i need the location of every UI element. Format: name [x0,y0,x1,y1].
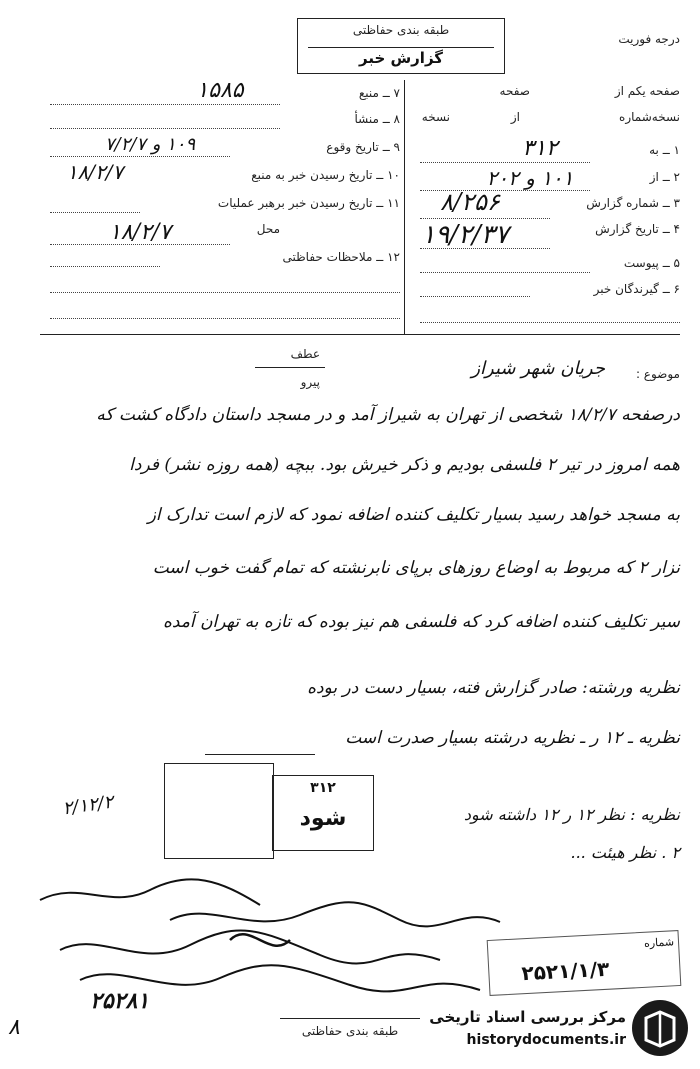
ref-label: عطف [290,347,320,361]
stamp-number: ۳۱۲ [310,780,336,796]
location-label: محل [256,222,280,236]
field-from-value: ۱۰۱ و ۲۰۲ [486,166,574,190]
field-to-value: ۳۱۲ [522,136,558,161]
annotation-line: نظریه ـ ۱۲ ر ـ نظریه درشته بسیار صدرت است [345,728,680,748]
urgency-label: درجه فوریت [618,32,680,46]
origin-label: ۸ ــ منشأ [354,112,400,126]
annotation-underline [205,754,315,755]
source-received-label: ۱۰ ــ تاریخ رسیدن خبر به منبع [251,168,400,182]
stamp-word: شود [299,806,347,831]
field-to-label: ۱ ــ به [649,143,680,157]
footer-classification: طبقه بندی حفاظتی [301,1024,399,1038]
ref-divider [255,367,325,368]
source-label: ۷ ــ منبع [358,86,400,100]
date-stamp-value: ۲۵۲۱/۱/۳ [520,956,610,986]
location-value: ۱۸/۲/۷ [108,220,172,245]
source-value: ۱۵۸۵ [196,78,244,103]
event-date-value: ۱۰۹ و ۷/۲/۷ [104,134,196,155]
watermark-band [420,1000,632,1056]
archive-name: مرکز بررسی اسناد تاریخی [429,1008,626,1026]
report-date-line [420,248,550,249]
security-notes-line [50,266,160,267]
event-date-line [50,156,230,157]
event-date-label: ۹ ــ تاریخ وقوع [326,140,400,154]
body-line: سیر تکلیف کننده اضافه کرد که فلسفی هم نیز بوده که تازه به تهران آمده [163,612,680,632]
report-number-label: ۳ ــ شماره گزارش [586,196,680,210]
stamp-inner-box [272,775,374,851]
body-line: نزار ۲ که مربوط به اوضاع روزهای برپای نابرنشته که تمام گفت خوب است [152,558,680,578]
field-to-line [420,162,590,163]
subject-value: جریان شهر شیراز [471,358,605,379]
copy-label: نسخه‌شماره [619,110,680,124]
copies-label: نسخه [421,110,450,124]
annotation-initials: ۲/۱۲/۲ [61,791,115,820]
recipients-label: ۶ ــ گیرندگان خبر [593,282,680,296]
annotation-line: ۲ . نظر هیئت ... [570,843,680,862]
security-notes-label: ۱۲ ــ ملاحظات حفاظتی [282,250,400,264]
report-date-label: ۴ ــ تاریخ گزارش [595,222,680,236]
field-from-label: ۲ ــ از [649,170,680,184]
margin-number: ۸ [8,1015,20,1040]
form-bottom-rule [40,334,680,335]
origin-line [50,128,280,129]
footer-rule [280,1018,420,1019]
from-label: از [510,110,520,124]
title-divider [308,47,494,48]
archive-website: historydocuments.ir [466,1032,626,1048]
source-line [50,104,280,105]
attachment-line [420,272,590,273]
report-date-value: ۱۹/۲/۳۷ [421,220,509,250]
report-number-value: ۸/۲۵۶ [440,188,500,216]
date-stamp-label: شماره [643,935,675,950]
body-line: نظریه ورشته: صادر گزارش فته، بسیار دست در بوده [307,678,680,698]
follow-label: پیرو [300,375,320,389]
date-stamp [487,930,682,996]
body-line: درصفحه ۱۸/۲/۷ شخصی از تهران به شیراز آمد و در مسجد داستان دادگاه کشت که [96,405,680,425]
report-number-line [420,218,550,219]
body-line: همه امروز در تیر ۲ فلسفی بودیم و ذکر خیرش بود. ببچه (همه روزه نشر) فردا [129,455,680,475]
leader-received-label: ۱۱ ــ تاریخ رسیدن خبر برهبر عملیات [217,196,400,210]
margin-number: ۲۵۲۸۱ [90,988,150,1014]
leader-received-line [50,212,140,213]
subject-label: موضوع : [635,367,680,381]
form-title-box [297,18,505,74]
page-label: صفحه [499,84,530,98]
archive-logo-icon [632,1000,688,1056]
annotation-line: نظریه : نظر ۱۲ ر ۱۲ داشته شود [463,805,680,824]
stamp-box [164,763,274,859]
attachment-label: ۵ ــ پیوست [623,256,680,270]
page-of-label: صفحه یکم از [614,84,680,98]
location-line [50,244,230,245]
body-line: به مسجد خواهد رسید بسیار تکلیف کننده اضافه نمود که لازم است تدارک از [147,505,680,525]
classification-top: طبقه بندی حفاظتی [352,23,450,37]
recipients-line-2 [420,322,680,323]
security-notes-line-3 [50,318,400,319]
recipients-line [420,296,530,297]
security-notes-line-2 [50,292,400,293]
form-title: گزارش خبر [358,49,444,67]
source-received-value: ۱۸/۲/۷ [66,160,124,184]
